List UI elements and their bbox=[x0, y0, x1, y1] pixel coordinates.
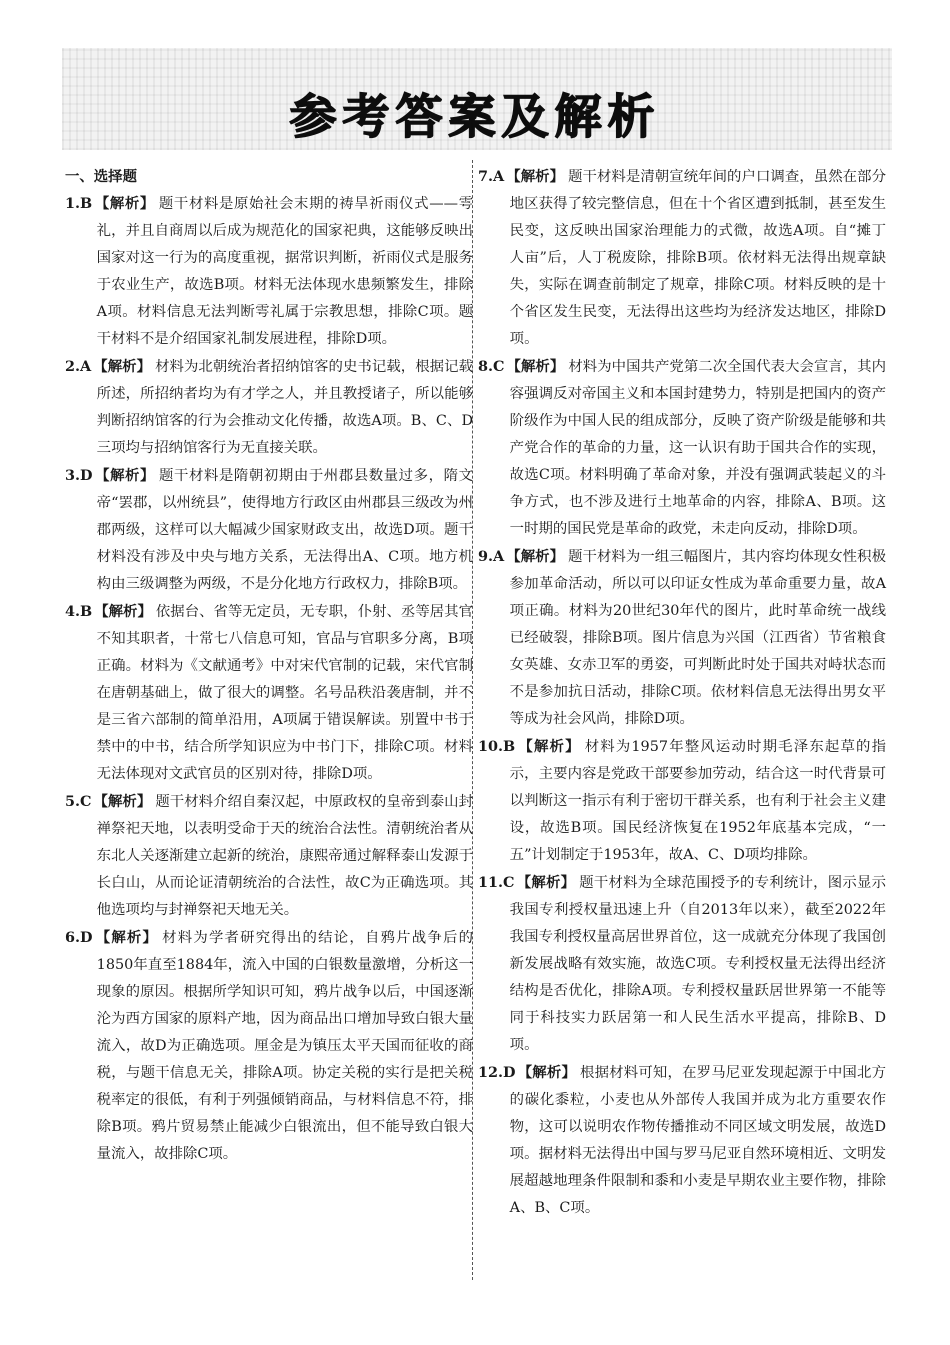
analysis-tag: 【解析】 bbox=[506, 358, 565, 375]
analysis-tag: 【解析】 bbox=[93, 358, 152, 375]
right-column bbox=[478, 163, 886, 1222]
item-number: 5. bbox=[65, 793, 81, 810]
analysis-tag: 【解析】 bbox=[517, 1064, 577, 1081]
answer-item-1 bbox=[65, 190, 473, 353]
analysis-tag: 【解析】 bbox=[94, 195, 155, 212]
item-number: 10. bbox=[478, 738, 504, 755]
item-answer: B bbox=[80, 195, 93, 212]
item-answer: A bbox=[493, 548, 505, 565]
answer-item-8 bbox=[478, 353, 886, 543]
item-text: 题干材料是清朝宣统年间的户口调查，虽然在部分地区获得了较完整信息，但在十个省区遭到抵制，甚至发生民变，这反映出国家治理能力的式微，故选A项。自“摊丁人亩”后，人丁税废除，排除B项。依材料无法得出规章缺失，实际在调查前制定了规章，排除C项。材料反映的是十个省区发生民变，无法得出这些均为经济发达地区，排除D项。 bbox=[509, 169, 886, 347]
item-text: 材料为学者研究得出的结论，自鸦片战争后的1850年直至1884年，流入中国的白银数量激增，分析这一现象的原因。根据所学知识可知，鸦片战争以后，中国逐渐沦为西方国家的原料产地，因为商品出口增加导致白银大量流入，故D为正确选项。厘金是为镇压太平天国而征收的商税，与题干信息无关，排除A项。协定关税的实行是把关税税率定的很低，有利于列强倾销商品，与材料信息不符，排除B项。鸦片贸易禁止能减少白银流出，但不能导致白银大量流入，故排除C项。 bbox=[96, 930, 473, 1162]
answer-item-3 bbox=[65, 462, 473, 598]
item-text: 题干材料是隋朝初期由于州郡县数量过多，隋文帝“罢郡，以州统县”，使得地方行政区由州郡县三级改为州郡两级，这样可以大幅减少国家财政支出，故选D项。题干材料没有涉及中央与地方关系，无法得出A、C项。地方机构由三级调整为两级，不是分化地方行政权力，排除B项。 bbox=[96, 468, 473, 592]
analysis-tag: 【解析】 bbox=[516, 874, 576, 891]
answer-item-2 bbox=[65, 353, 473, 462]
item-number: 11. bbox=[478, 874, 504, 891]
item-answer: B bbox=[503, 738, 516, 755]
item-answer: C bbox=[493, 358, 505, 375]
analysis-tag: 【解析】 bbox=[517, 738, 581, 755]
item-text: 题干材料介绍自秦汉起，中原政权的皇帝到泰山封禅祭祀天地，以表明受命于天的统治合法性。清朝统治者从东北人关逐渐建立起新的统治，康熙帝通过解释泰山发源于长白山，从而论证清朝统治的合法性，故C为正确选项。其他选项均与封禅祭祀天地无关。 bbox=[96, 794, 473, 918]
item-number: 7. bbox=[478, 168, 494, 185]
analysis-tag: 【解析】 bbox=[94, 467, 156, 484]
analysis-tag: 【解析】 bbox=[506, 548, 565, 565]
analysis-tag: 【解析】 bbox=[94, 929, 159, 946]
item-text: 根据材料可知，在罗马尼亚发现起源于中国北方的碳化黍粒，小麦也从外部传人我国并成为北方重要农作物，这可以说明农作物传播推动不同区域文明发展，故选D项。据材料无法得出中国与罗马尼亚自然环境相近、文明发展超越地理条件限制和黍和小麦是早期农业主要作物，排除A、B、C项。 bbox=[509, 1065, 886, 1216]
answer-item-10 bbox=[478, 733, 886, 869]
item-number: 3. bbox=[65, 467, 81, 484]
left-column bbox=[65, 163, 473, 1168]
item-answer: D bbox=[80, 467, 93, 484]
item-text: 材料为1957年整风运动时期毛泽东起草的指示，主要内容是党政干部要参加劳动，结合这一时代背景可以判断这一指示有利于密切干群关系，也有利于社会主义建设，故选B项。国民经济恢复在1952年底基本完成，“一五”计划制定于1953年，故A、C、D项均排除。 bbox=[509, 739, 886, 863]
item-answer: A bbox=[493, 168, 505, 185]
item-text: 题干材料为一组三幅图片，其内容均体现女性积极参加革命活动，所以可以印证女性成为革命重要力量，故A项正确。材料为20世纪30年代的图片，此时革命统一战线已经破裂，排除B项。图片信息为兴国（江西省）节省粮食女英雄、女赤卫军的勇姿，可判断此时处于国共对峙状态而不是参加抗日活动，排除C项。依材料信息无法得出男女平等成为社会风尚，排除D项。 bbox=[509, 549, 886, 727]
page-title: 参考答案及解析 bbox=[289, 90, 661, 145]
item-answer: A bbox=[80, 358, 92, 375]
item-text: 题干材料为全球范围授予的专利统计，图示显示我国专利授权量迅速上升（自2013年以来），截至2022年我国专利授权量高居世界首位，这一成就充分体现了我国创新发展战略有效实施，故选C项。专利授权量无法得出经济结构是否优化，排除A项。专利授权量跃居世界第一不能等同于科技实力跃居第一和人民生活水平提高，排除B、D项。 bbox=[509, 875, 886, 1053]
item-answer: D bbox=[503, 1064, 516, 1081]
section-heading: 一、选择题 bbox=[65, 168, 137, 185]
item-number: 6. bbox=[65, 929, 81, 946]
item-text: 材料为中国共产党第二次全国代表大会宣言，其内容强调反对帝国主义和本国封建势力，特别是把国内的资产阶级作为中国人民的组成部分，反映了资产阶级是能够和共产党合作的革命的力量，这一认识有助于国共合作的实现，故选C项。材料明确了革命对象，并没有强调武装起义的斗争方式，也不涉及进行土地革命的内容，排除A、B项。这一时期的国民党是革命的政党，未走向反动，排除D项。 bbox=[509, 359, 886, 537]
item-number: 9. bbox=[478, 548, 494, 565]
answer-item-5 bbox=[65, 788, 473, 924]
answer-item-9 bbox=[478, 543, 886, 733]
item-number: 8. bbox=[478, 358, 494, 375]
analysis-tag: 【解析】 bbox=[93, 793, 152, 810]
item-text: 题干材料是原始社会末期的祷旱祈雨仪式——雩礼，并且自商周以后成为规范化的国家祀典，这能够反映出国家对这一行为的高度重视，据常识判断，祈雨仪式是服务于农业生产，故选B项。材料无法体现水患频繁发生，排除A项。材料信息无法判断雩礼属于宗教思想，排除C项。题干材料不是介绍国家礼制发展进程，排除D项。 bbox=[96, 196, 473, 347]
item-number: 2. bbox=[65, 358, 81, 375]
item-answer: C bbox=[80, 793, 92, 810]
analysis-tag: 【解析】 bbox=[506, 168, 565, 185]
answer-item-7 bbox=[478, 163, 886, 353]
item-number: 1. bbox=[65, 195, 81, 212]
item-answer: B bbox=[80, 603, 93, 620]
item-answer: C bbox=[503, 874, 515, 891]
analysis-tag: 【解析】 bbox=[94, 603, 152, 620]
item-number: 4. bbox=[65, 603, 81, 620]
answer-item-4 bbox=[65, 598, 473, 788]
answer-item-11 bbox=[478, 869, 886, 1059]
item-text: 材料为北朝统治者招纳馆客的史书记载，根据记载所述，所招纳者均为有才学之人，并且教授诸子，所以能够判断招纳馆客的行为会推动文化传播，故选A项。B、C、D三项均与招纳馆客行为无直接关联。 bbox=[96, 359, 473, 456]
item-answer: D bbox=[80, 929, 93, 946]
item-number: 12. bbox=[478, 1064, 504, 1081]
item-text: 依据台、省等无定员，无专职，仆射、丞等居其官不知其职者，十常七八信息可知，官品与官职多分离，B项正确。材料为《文献通考》中对宋代官制的记载，宋代官制在唐朝基础上，做了很大的调整。名号品秩沿袭唐制，并不是三省六部制的简单沿用，A项属于错误解读。别置中书于禁中的中书，结合所学知识应为中书门下，排除C项。材料无法体现对文武官员的区别对待，排除D项。 bbox=[96, 604, 473, 782]
answer-item-12 bbox=[478, 1059, 886, 1222]
answer-item-6 bbox=[65, 924, 473, 1168]
